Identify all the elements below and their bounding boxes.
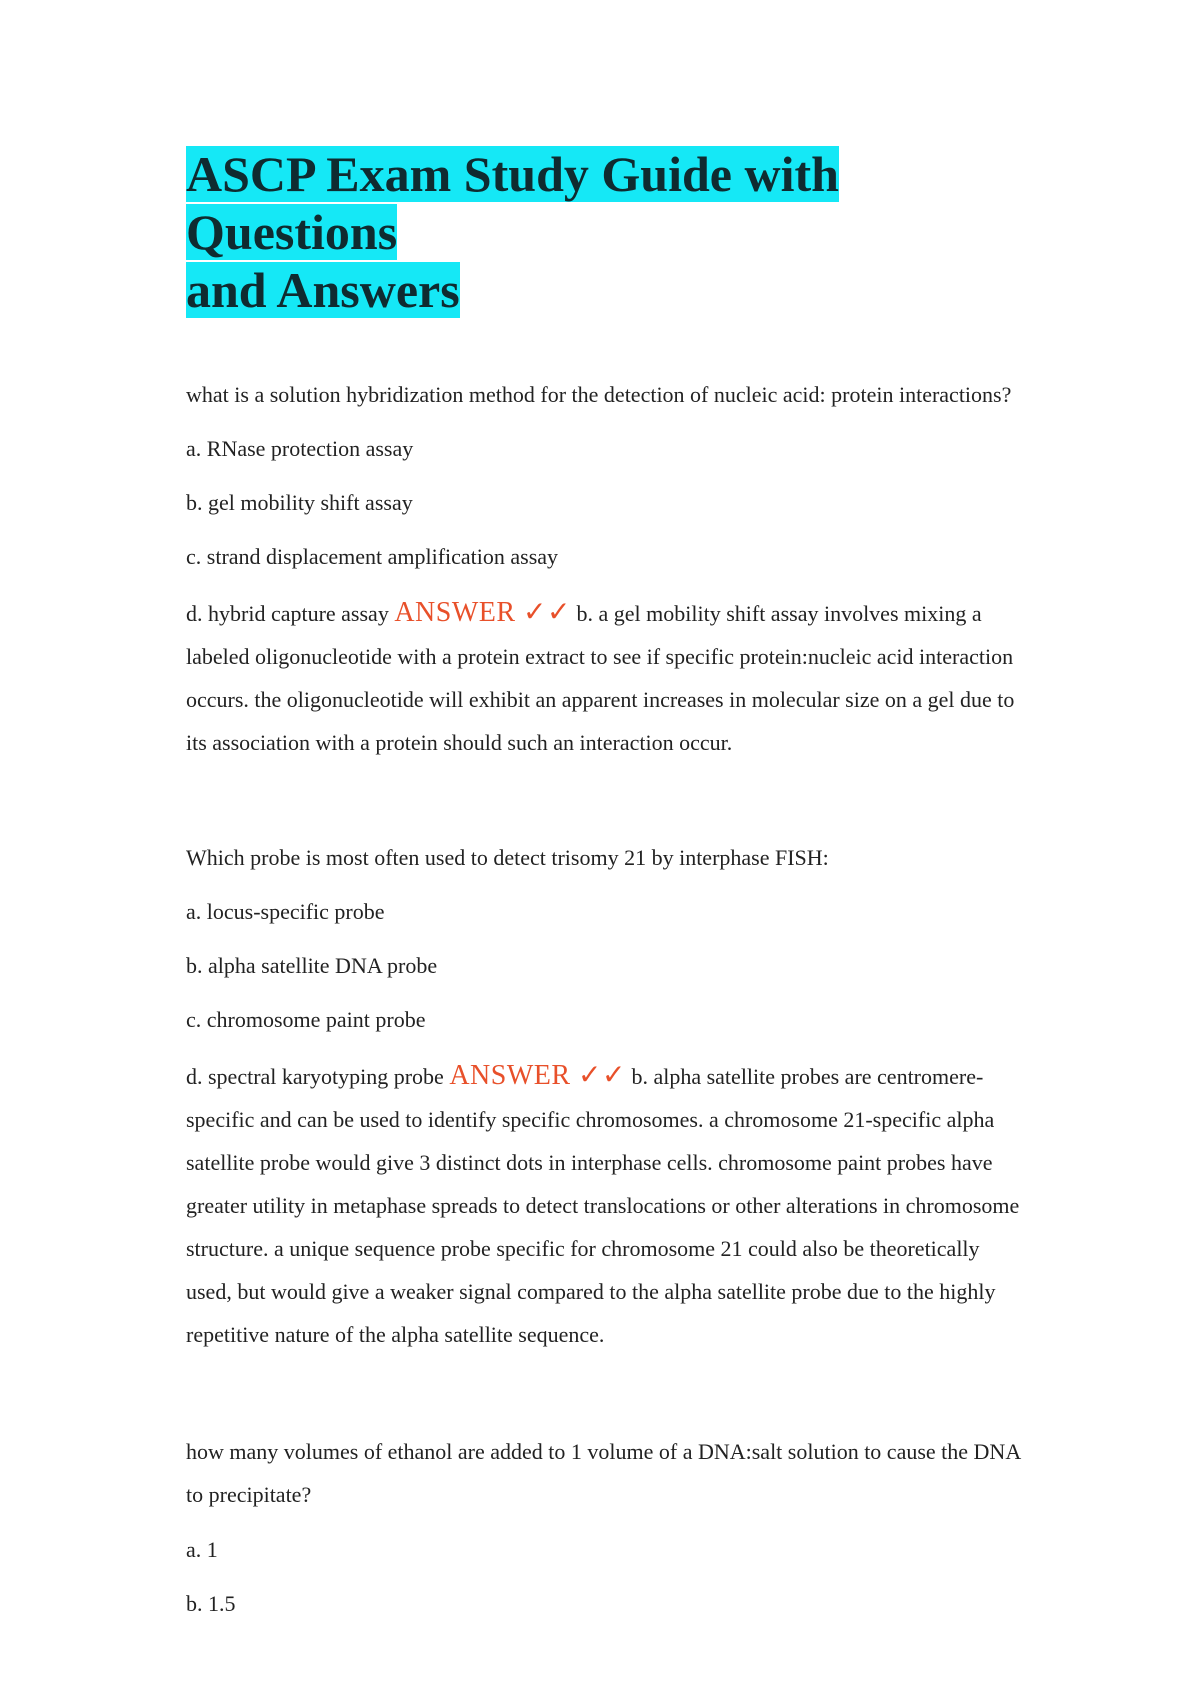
question-block-1: [186, 375, 1026, 764]
answer-label: ANSWER ✓✓: [394, 597, 571, 628]
document-page: [186, 145, 1026, 1638]
section-spacer: [186, 1356, 1026, 1430]
option-b: b. alpha satellite DNA probe: [186, 953, 438, 978]
question-text: Which probe is most often used to detect trisomy 21 by interphase FISH:: [186, 845, 829, 870]
title-line-1: ASCP Exam Study Guide with Questions: [186, 146, 839, 260]
option-a: a. 1: [186, 1537, 218, 1562]
option-b: b. gel mobility shift assay: [186, 490, 413, 515]
option-a: a. RNase protection assay: [186, 436, 414, 461]
question-text: how many volumes of ethanol are added to 1 volume of a DNA:salt solution to cause the DNA to precipitate?: [186, 1439, 1020, 1507]
option-d: d. hybrid capture assay: [186, 601, 389, 626]
question-text: what is a solution hybridization method for the detection of nucleic acid: protein interactions?: [186, 382, 1012, 407]
answer-explanation: b. a gel mobility shift assay involves mixing a labeled oligonucleotide with a protein extract to see if specific protein:nucleic acid interaction occurs. the oligonucleotide will exhibit an apparent increases in molecular size on a gel due to its association with a protein should such an interaction occur.: [186, 601, 1015, 755]
option-c: c. strand displacement amplification assay: [186, 544, 559, 569]
question-block-3: [186, 1430, 1026, 1624]
option-c: c. chromosome paint probe: [186, 1007, 426, 1032]
title-line-2: and Answers: [186, 262, 460, 318]
page-title: [186, 145, 1026, 319]
option-d-with-answer: [186, 591, 1026, 764]
answer-label: ANSWER ✓✓: [449, 1060, 626, 1091]
answer-explanation: b. alpha satellite probes are centromere-specific and can be used to identify specific chromosomes. a chromosome 21-specific alpha satellite probe would give 3 distinct dots in interphase cells. chromosome paint probes have greater utility in metaphase spreads to detect translocations or other alterations in chromosome structure. a unique sequence probe specific for chromosome 21 could also be theoretically used, but would give a weaker signal compared to the alpha satellite probe due to the highly repetitive nature of the alpha satellite sequence.: [186, 1064, 1020, 1347]
option-d-with-answer: [186, 1054, 1026, 1356]
option-d: d. spectral karyotyping probe: [186, 1064, 444, 1089]
option-a: a. locus-specific probe: [186, 899, 385, 924]
option-b: b. 1.5: [186, 1591, 236, 1616]
section-spacer: [186, 764, 1026, 838]
question-block-2: [186, 838, 1026, 1356]
